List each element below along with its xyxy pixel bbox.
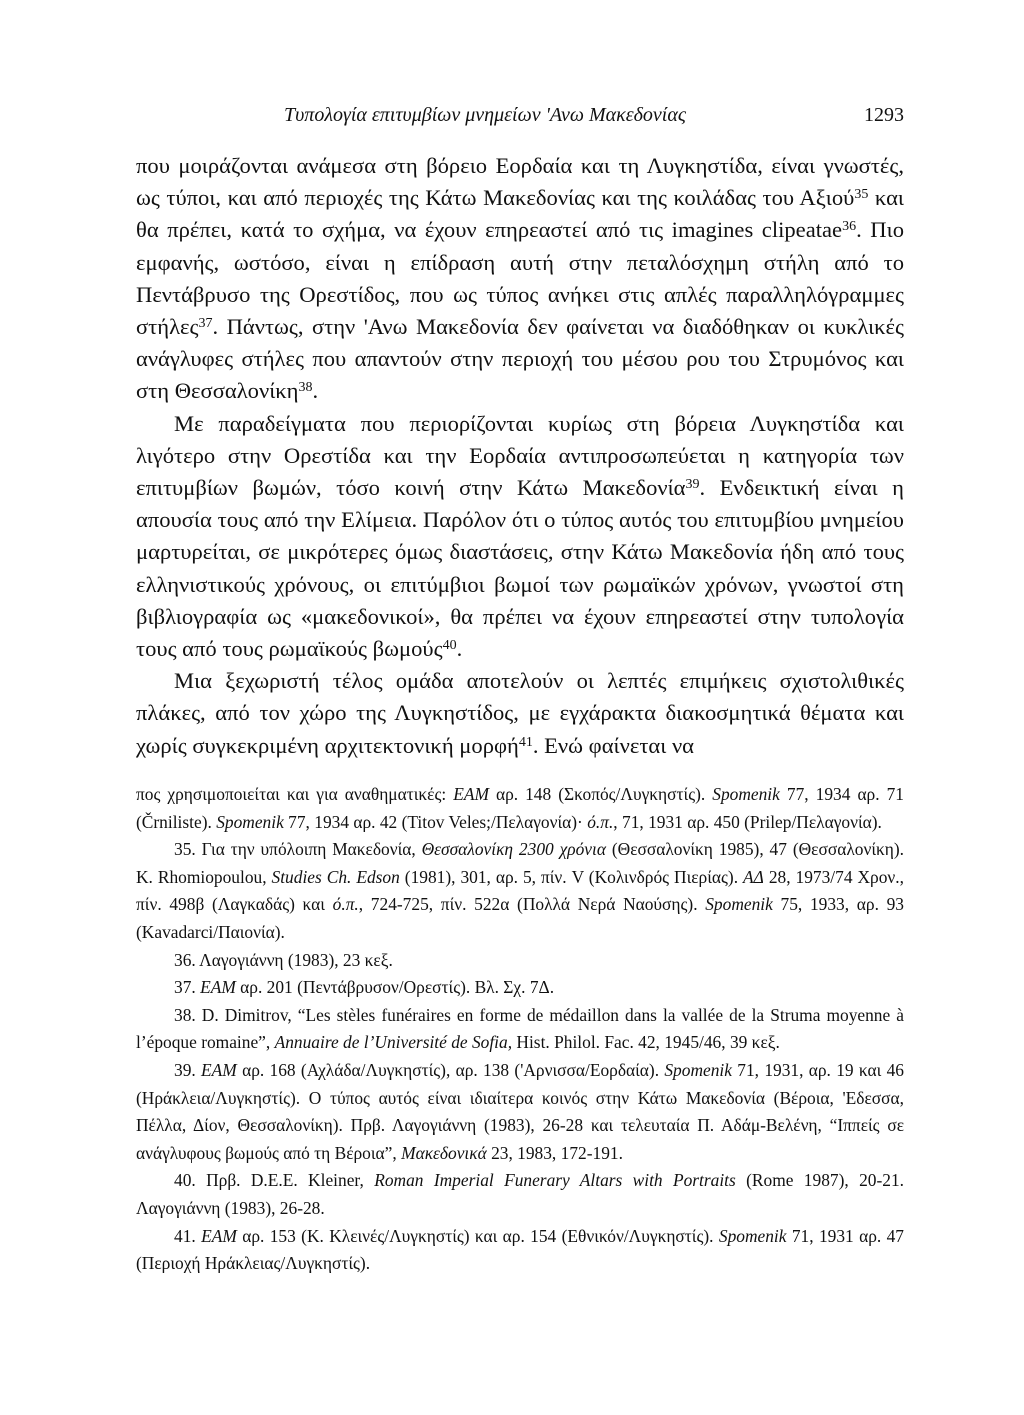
page-number: 1293 (864, 104, 904, 126)
paragraph-3: Μια ξεχωριστή τέλος ομάδα αποτελούν οι λεπτές επιμήκεις σχιστολιθικές πλάκες, από τον χώρο της Λυγκηστίδος, με εγχάρακτα διακοσμητικά θέματα και χωρίς συγκεκριμένη αρχιτεκτονική μορφή$^{41}$. Ενώ φαίνεται να (136, 668, 904, 758)
footnote-35: 35. Για την υπόλοιπη Μακεδονία, Θεσσαλονίκη 2300 χρόνια (Θεσσαλονίκη 1985), 47 (Θεσσαλονίκη). K. Rhomiopoulou, Studies Ch. Edson (1981), 301, αρ. 5, πίν. V (Κολινδρός Πιερίας). ΑΔ 28, 1973/74 Χρον., πίν. 498β (Λαγκαδάς) και ό.π., 724-725, πίν. 522α (Πολλά Νερά Ναούσης). Spomenik 75, 1933, αρ. 93 (Kavadarci/Παιονία). (136, 839, 905, 942)
footnote-34-continued: πος χρησιμοποιείται και για αναθηματικές: ΕΑΜ αρ. 148 (Σκοπός/Λυγκηστίς). Spomenik 77, 1934 αρ. 71 (Črniliste). Spomenik 77, 1934 αρ. 42 (Titov Veles;/Πελαγονία)· ό.π., 71, 1931 αρ. 450 (Prilep/Πελαγονία). (136, 784, 904, 832)
footnote-40: 40. Πρβ. D.E.E. Kleiner, Roman Imperial Funerary Altars with Portraits (Rome 1987), 20-21. Λαγογιάννη (1983), 26-28. (136, 1170, 904, 1218)
page-header (136, 104, 904, 134)
footnote-36: 36. Λαγογιάννη (1983), 23 κεξ. (174, 949, 393, 970)
footnote-ref-38: 38 (298, 380, 313, 396)
footnotes (136, 781, 904, 1278)
footnote-37: 37. ΕΑΜ αρ. 201 (Πεντάβρυσον/Ορεστίς). Βλ. Σχ. 7Δ. (174, 977, 555, 998)
footnote-38: 38. D. Dimitrov, “Les stèles funéraires en forme de médaillon dans la vallée de la Struma moyenne à l’époque romaine”, Annuaire de l’Université de Sofia, Hist. Philol. Fac. 42, 1945/46, 39 κεξ. (136, 1004, 904, 1053)
footnote-ref-41: 41 (518, 734, 533, 750)
running-title: Τυπολογία επιτυμβίων μνημείων 'Ανω Μακεδονίας (284, 104, 686, 126)
footnote-ref-36: 36 (842, 219, 857, 235)
body-text (136, 150, 904, 762)
footnote-39: 39. ΕΑΜ αρ. 168 (Αχλάδα/Λυγκηστίς), αρ. 138 ('Αρνισσα/Εορδαία). Spomenik 71, 1931, αρ. 19 και 46 (Ηράκλεια/Λυγκηστίς). Ο τύπος αυτός είναι ιδιαίτερα κοινός στην Κάτω Μακεδονία (Βέροια, 'Εδεσσα, Πέλλα, Δίον, Θεσσαλονίκη). Πρβ. Λαγογιάννη (1983), 26-28 και τελευταία Π. Αδάμ-Βελένη, “Ιππείς σε ανάγλυφους βωμούς από τη Βέροια”, Μακεδονικά 23, 1983, 172-191. (136, 1059, 904, 1163)
footnote-ref-37: 37 (198, 316, 213, 332)
paragraph-1: που μοιράζονται ανάμεσα στη βόρειο Εορδαία και τη Λυγκηστίδα, είναι γνωστές, ως τύποι, και από περιοχές της Κάτω Μακεδονίας και της κοιλάδας του Αξιού$^{35}$ και θα πρέπει, κατά το σχήμα, να έχουν επηρεαστεί από τις imagines clipeatae$^{36}$. Πιο εμφανής, ωστόσο, είναι η επίδραση αυτή στην πεταλόσχημη στήλη από το Πεντάβρυσο της Ορεστίδος, που ως τύπος ανήκει στις απλές παραλληλόγραμμες στήλες$^{37}$. Πάντως, στην 'Ανω Μακεδονία δεν φαίνεται να διαδόθηκαν οι κυκλικές ανάγλυφες στήλες που απαντούν στην περιοχή του μέσου ρου του Στρυμόνος και στη Θεσσαλονίκη$^{38}$. (136, 153, 904, 404)
footnote-ref-39: 39 (685, 477, 700, 493)
footnote-ref-40: 40 (442, 638, 457, 654)
footnote-ref-35: 35 (854, 187, 869, 203)
footnote-41: 41. ΕΑΜ αρ. 153 (Κ. Κλεινές/Λυγκηστίς) και αρ. 154 (Εθνικόν/Λυγκηστίς). Spomenik 71, 1931 αρ. 47 (Περιοχή Ηράκλειας/Λυγκηστίς). (136, 1225, 904, 1274)
paragraph-2: Με παραδείγματα που περιορίζονται κυρίως στη βόρεια Λυγκηστίδα και λιγότερο στην Ορεστίδα και την Εορδαία αντιπροσωπεύεται η κατηγορία των επιτυμβίων βωμών, τόσο κοινή στην Κάτω Μακεδονία$^{39}$. Ενδεικτική είναι η απουσία τους από την Ελίμεια. Παρόλον ότι ο τύπος αυτός του επιτυμβίου μνημείου μαρτυρείται, σε μικρότερες όμως διαστάσεις, στην Κάτω Μακεδονία ήδη από τους ελληνιστικούς χρόνους, οι επιτύμβιοι βωμοί των ρωμαϊκών χρόνων, γνωστοί στη βιβλιογραφία ως «μακεδονικοί», θα πρέπει να έχουν επηρεαστεί στην τυπολογία τους από τους ρωμαϊκούς βωμούς$^{40}$. (136, 410, 904, 662)
